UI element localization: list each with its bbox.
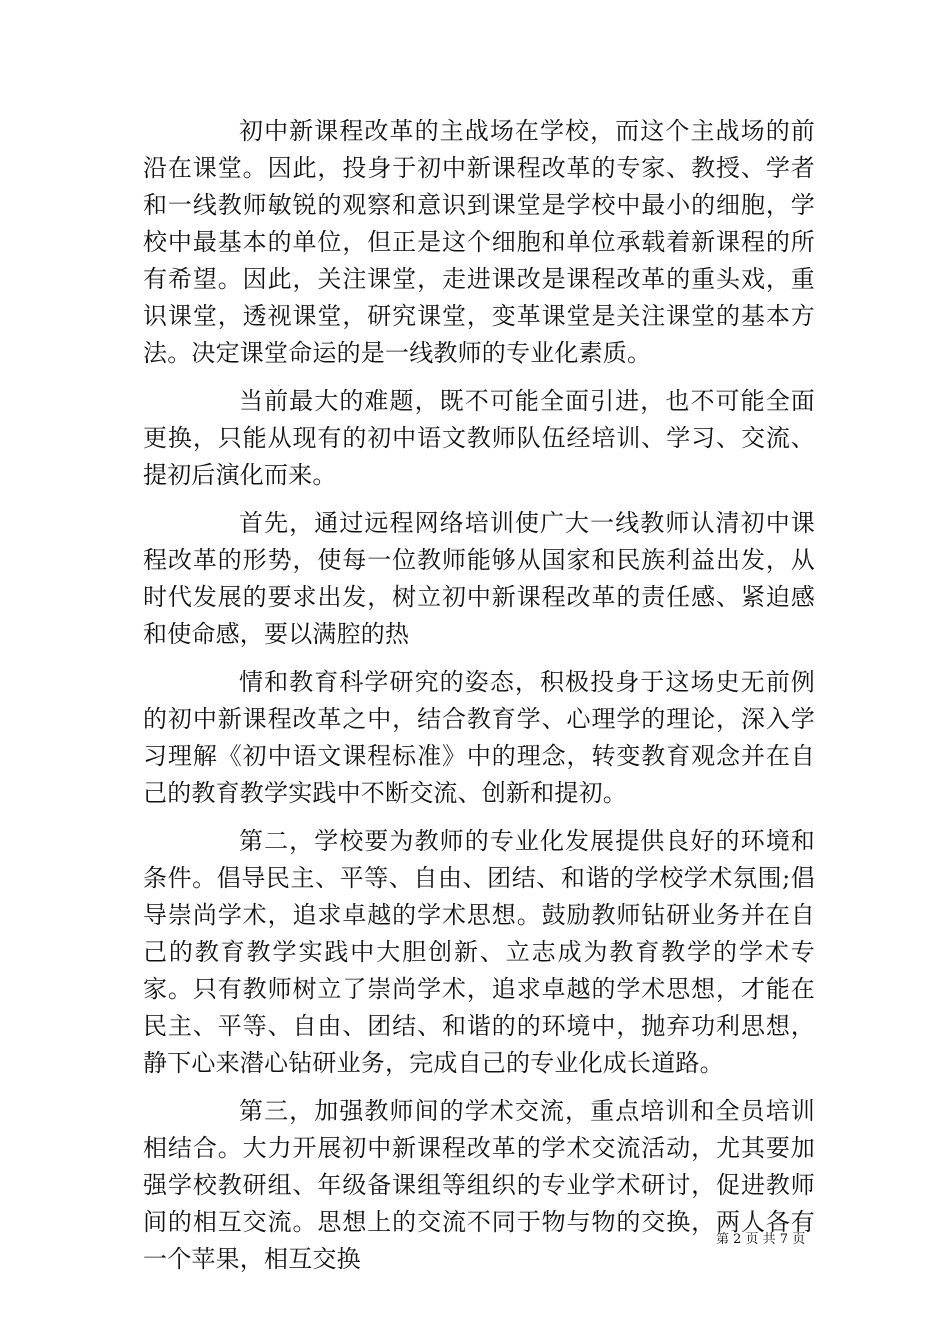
paragraph-2: 当前最大的难题，既不可能全面引进，也不可能全面更换，只能从现有的初中语文教师队伍经培训、学习、交流、提初后演化而来。 bbox=[143, 387, 815, 489]
paragraph-5: 第二，学校要为教师的专业化发展提供良好的环境和条件。倡导民主、平等、自由、团结、和谐的学校学术氛围;倡导崇尚学术，追求卓越的学术思想。鼓励教师钻研业务并在自己的教育教学实践中大胆创新、立志成为教育教学的学术专家。只有教师树立了崇尚学术，追求卓越的学术思想，才能在民主、平等、自由、团结、和谐的的环境中，抛弃功利思想，静下心来潜心钻研业务，完成自己的专业化成长道路。 bbox=[143, 827, 815, 1077]
paragraph-1: 初中新课程改革的主战场在学校，而这个主战场的前沿在课堂。因此，投身于初中新课程改革的专家、教授、学者和一线教师敏锐的观察和意识到课堂是学校中最小的细胞，学校中最基本的单位，但正是这个细胞和单位承载着新课程的所有希望。因此，关注课堂，走进课改是课程改革的重头戏，重识课堂，透视课堂，研究课堂，变革课堂是关注课堂的基本方法。决定课堂命运的是一线教师的专业化素质。 bbox=[143, 117, 815, 367]
paragraph-4: 情和教育科学研究的姿态，积极投身于这场史无前例的初中新课程改革之中，结合教育学、心理学的理论，深入学习理解《初中语文课程标准》中的理念，转变教育观念并在自己的教育教学实践中不断交流、创新和提初。 bbox=[143, 668, 815, 807]
document-body bbox=[143, 113, 815, 1289]
paragraph-6: 第三，加强教师间的学术交流，重点培训和全员培训相结合。大力开展初中新课程改革的学术交流活动，尤其要加强学校教研组、年级备课组等组织的专业学术研讨，促进教师间的相互交流。思想上的交流不同于物与物的交换，两人各有一个苹果，相互交换 bbox=[143, 1097, 815, 1273]
page-number-footer: 第 2 页 共 7 页 bbox=[716, 1232, 806, 1247]
paragraph-3: 首先，通过远程网络培训使广大一线教师认清初中课程改革的形势，使每一位教师能够从国家和民族利益出发，从时代发展的要求出发，树立初中新课程改革的责任感、紧迫感和使命感，要以满腔的热 bbox=[143, 509, 815, 648]
